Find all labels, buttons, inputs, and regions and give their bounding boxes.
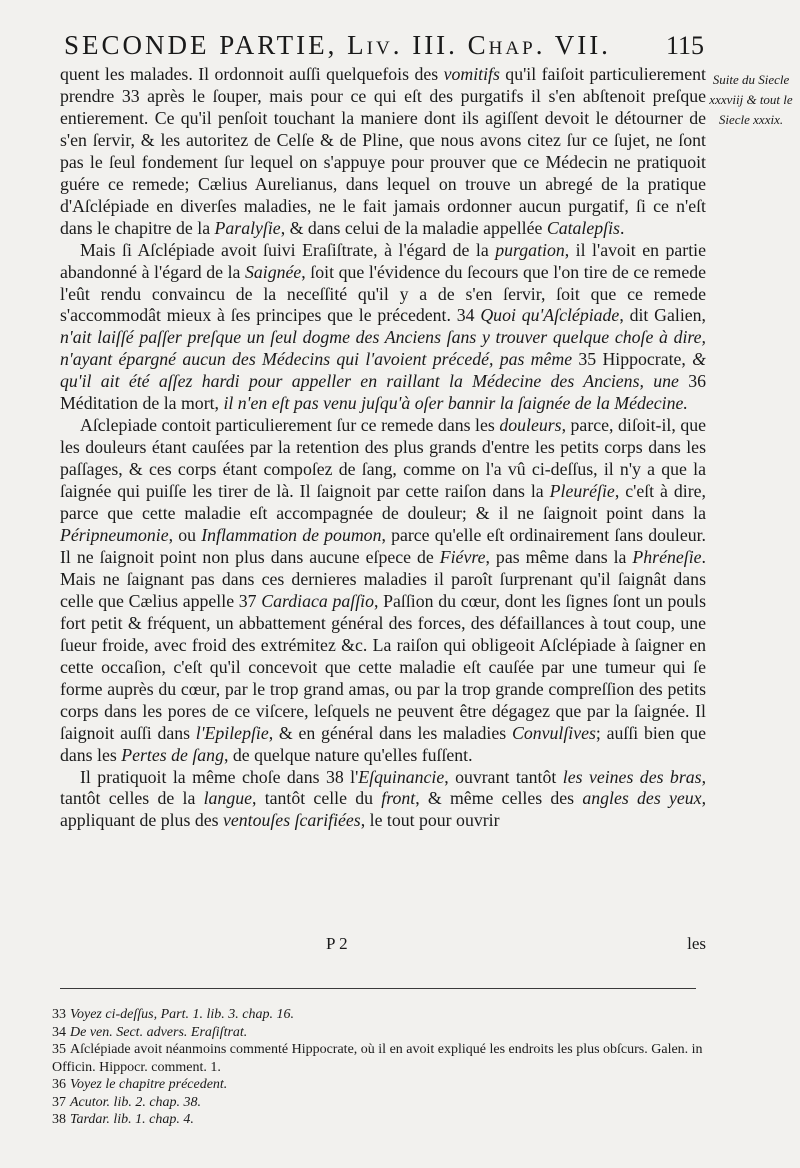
footnote-number: 34 [52,1024,66,1040]
footnote-text: Voyez ci-deſſus, Part. 1. lib. 3. chap. 16. [70,1007,294,1022]
italic-run: vomitifs [443,64,500,84]
text-run: Il pratiquoit la même choſe dans 38 l' [80,766,359,787]
paragraph [60,415,706,766]
footnote-text: Tardar. lib. 1. chap. 4. [70,1112,194,1127]
italic-run: Fiévre [439,546,486,567]
text-run: , dit Galien, [619,305,707,326]
italic-run: Inflammation de poumon [201,525,382,546]
footnote-text: Aſclépiade avoit néanmoins commenté Hippocrate, où il en avoit expliqué les endroits les plus obſcurs. Galen. in Officin. Hippocr. comment. 1. [52,1042,703,1075]
text-run: , parce qu'elle eſt ordinairement ſans douleur. Il ne ſaignoit point non plus dans aucune eſpece de [60,525,707,567]
italic-run: Phréneſie [632,546,702,567]
italic-run: Eſquinancie [358,766,445,787]
paragraph [60,64,706,240]
text-run: , appliquant de plus des [60,788,707,831]
running-title: SECONDE PARTIE, Liv. III. Chap. VII. [64,30,611,60]
text-run: quent les malades. Il ordonnoit auſſi quelquefois des [60,64,444,84]
text-run: qu'il faiſoit particulierement prendre 33 après le ſouper, mais pour ce qui eſt des purgatifs il s'en abſtenoit preſque entierement. Ce qu'il penſoit touchant la maniere dont ils agiſſent devoit le détourner de s'en ſervir, & les autoritez de Celſe & de Pline, que nous avons citez ſur ce ſujet, ne ſont pas le ſeul fondement ſur lequel on s'appuye pour prouver que ce Médecin ne pratiquoit guére ce remede; Cælius Aurelianus, dans lequel on trouve un abregé de la pratique d'Aſclépiade en diverſes maladies, ne le fait jamais ordonner aucun purgatif, ſi ce n'eſt dans le chapitre de la [60,64,706,238]
italic-run: Catalepſis [546,217,620,238]
italic-run: langue [203,788,252,809]
paragraph [60,767,706,833]
italic-run: angles des yeux [582,788,702,809]
italic-run: Péripneumonie [60,525,169,546]
italic-run: front [381,788,416,809]
footnote-number: 38 [52,1112,66,1127]
footnote-number: 37 [52,1094,66,1110]
italic-run: Quoi qu'Aſclépiade [480,305,620,326]
text-run: Aſclepiade contoit particulierement ſur ce remede dans les [80,415,500,436]
text-run: , parce, diſoit-il, que les douleurs étant cauſées par la retention des plus grands d'entre les petits corps dans les paſſages, & ces corps étant compoſez de ſang, comme on l'a vû ci-deſſus, il n'y a que la ſaignée qui puiſſe les tirer de là. Il ſaignoit par cette raiſon dans la [60,415,706,502]
italic-run: & qu'il ait été aſſez hardi pour appeller en raillant la Médecine des Anciens, une [60,349,706,392]
paragraph [60,240,706,416]
italic-run: Paralyſie [214,217,281,238]
italic-run: Pleuréſie [549,481,615,502]
footnote [52,1094,704,1112]
text-run: , il l'avoit en partie abandonné à l'égard de la [60,239,706,282]
text-run: , & dans celui de la maladie appellée [280,217,547,238]
italic-run: ventouſes ſcarifiées [222,810,361,831]
text-run: , ou [168,525,202,546]
text-run: , Paſſion du cœur, dont les ſignes ſont un pouls fort petit & fréquent, un abbattement général des forces, des défaillances à tout coup, une ſueur froide, avec froid des extrémitez &c. La raiſon qui obligeoit Aſclépiade à ſaigner en cette occaſion, c'eſt qu'il concevoit que cette maladie eſt cauſée par une tumeur qui ſe forme auprès du cœur, par le trop grand amas, ou par la trop grande compreſſion des petits corps dans les pores de ce viſcere, leſquels ne peuvent être dégagez que par la ſaignée. Il ſaignoit auſſi dans [60,590,706,743]
text-run: , tantôt celle du [252,788,382,809]
italic-run: Cardiaca paſſio [261,590,374,611]
footnote-rule [60,988,696,989]
italic-run: les veines des bras [562,766,702,787]
text-run: , le tout pour ouvrir [360,810,500,831]
italic-run: Pertes de ſang [121,744,224,765]
text-run: 35 Hippocrate, [572,349,693,370]
text-run: . Mais ne ſaignant pas dans ces dernieres maladies il paroît ſurprenant qu'il ſaignât dans celle que Cælius appelle 37 [60,546,706,611]
footnote-text: De ven. Sect. advers. Eraſiſtrat. [70,1024,248,1040]
footnote-number: 33 [52,1007,66,1022]
footnote [52,1076,704,1094]
text-run: 36 Méditation de la mort, [60,371,706,414]
footnote-number: 35 [52,1042,66,1057]
body-text [60,64,706,832]
footnote [52,1006,704,1024]
text-run: , c'eſt à dire, parce que cette maladie eſt accompagnée de douleur; & il ne ſaignoit point dans la [60,481,706,524]
footnote-text: Acutor. lib. 2. chap. 38. [70,1094,202,1110]
text-run: , & même celles des [415,788,583,809]
text-run: , de quelque nature qu'elles fuſſent. [223,744,473,765]
text-run: , tantôt celles de la [60,766,707,809]
text-run: Mais ſi Aſclépiade avoit ſuivi Eraſiſtrate, à l'égard de la [80,239,496,260]
signature-line [60,934,706,954]
catchword: les [687,934,706,953]
italic-run: Convulſives [511,722,596,743]
footnote-number: 36 [52,1077,66,1092]
footnote [52,1024,704,1042]
text-run: , pas même dans la [485,546,633,567]
text-run: ; auſſi bien que dans les [60,722,707,765]
italic-run: n'ait laiſſé paſſer preſque un ſeul dogme des Anciens ſans y trouver quelque choſe à dire, n'ayant épargné aucun des Médecins qui l'avoient précedé, pas même [60,327,706,370]
text-run: , & en général dans les maladies [268,722,512,743]
signature-mark: P 2 [326,934,348,953]
footnote [52,1041,704,1076]
footnote [52,1111,704,1129]
text-run: , ouvrant tantôt [444,766,563,787]
footnotes [52,1006,704,1129]
footnote-text: Voyez le chapitre précedent. [70,1077,228,1092]
text-run: , ſoit que l'évidence du ſecours que l'on tire de ce remede l'eût rendu convaincu de la neceſſité qu'il y a de s'en ſervir, ſoit que ce remede s'accommodât mieux à ſes principes que le précedent. 34 [60,261,706,326]
italic-run: douleurs [499,415,562,436]
text-run: . [619,217,625,238]
italic-run: Saignée [245,261,302,282]
italic-run: purgation [495,239,565,260]
italic-run: il n'en eſt pas venu juſqu'à oſer bannir la ſaignée de la Médecine. [223,393,688,414]
page-header [64,30,704,61]
italic-run: l'Epilepſie [195,722,269,743]
margin-note: Suite du Siecle xxxviij & tout le Siecle xxxix. [709,72,793,127]
page-number: 115 [665,31,704,60]
